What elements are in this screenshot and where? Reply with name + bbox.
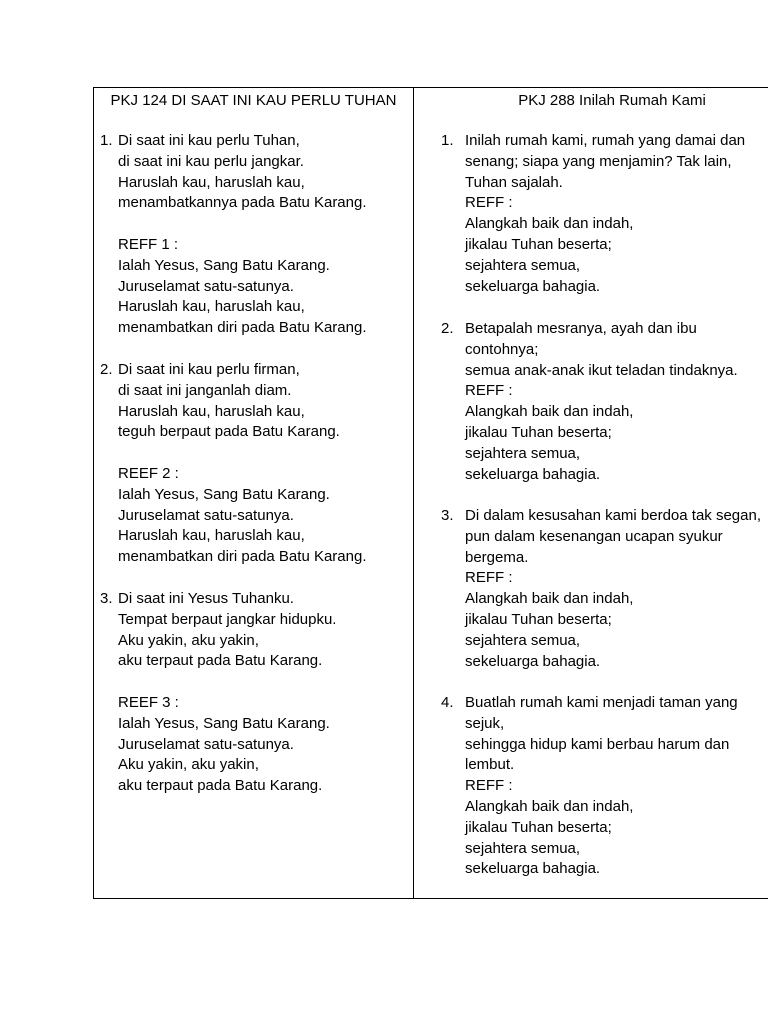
lyric-line: Haruslah kau, haruslah kau, <box>118 527 305 545</box>
lyric-line: sejahtera semua, <box>465 631 581 649</box>
verse-number: 3. <box>100 590 113 607</box>
lyric-line: jikalau Tuhan beserta; <box>465 424 612 441</box>
lyric-line: Juruselamat satu-satunya. <box>118 735 294 753</box>
lyric-line: Betapalah mesranya, ayah dan ibu <box>465 320 697 337</box>
lyric-line: Ialah Yesus, Sang Batu Karang. <box>118 256 330 274</box>
lyric-line: sejahtera semua, <box>465 839 581 857</box>
lyric-line: REFF : <box>465 569 513 587</box>
verse-number: 4. <box>441 694 454 711</box>
lyric-line: REFF : <box>465 382 513 400</box>
lyric-line: sejahtera semua, <box>465 444 581 462</box>
lyric-line: jikalau Tuhan beserta; <box>465 818 612 836</box>
lyric-line: Juruselamat satu-satunya. <box>118 277 294 295</box>
lyric-line: aku terpaut pada Batu Karang. <box>118 652 323 670</box>
lyric-line: REFF : <box>465 194 513 212</box>
song-column-left <box>93 88 414 898</box>
lyric-line: Aku yakin, aku yakin, <box>118 756 259 774</box>
lyric-line: senang; siapa yang menjamin? Tak lain, <box>465 152 732 170</box>
lyric-line: menambatkan diri pada Batu Karang. <box>118 319 367 337</box>
lyric-line: sekeluarga bahagia. <box>465 652 601 670</box>
lyric-line: sehingga hidup kami berbau harum dan <box>465 735 730 753</box>
lyric-line: Ialah Yesus, Sang Batu Karang. <box>118 714 330 732</box>
lyric-line: Juruselamat satu-satunya. <box>118 506 294 524</box>
lyric-line: Haruslah kau, haruslah kau, <box>118 173 305 191</box>
song-title-left: PKJ 124 DI SAAT INI KAU PERLU TUHAN <box>110 92 397 109</box>
lyric-line: Ialah Yesus, Sang Batu Karang. <box>118 485 330 503</box>
lyric-line: contohnya; <box>465 340 539 358</box>
lyric-line: Haruslah kau, haruslah kau, <box>118 402 305 420</box>
verse-number: 3. <box>441 507 454 524</box>
lyric-line: sekeluarga bahagia. <box>465 860 601 878</box>
lyric-line: lembut. <box>465 756 515 774</box>
lyric-line: Di saat ini kau perlu firman, <box>118 361 300 378</box>
lyric-line: Alangkah baik dan indah, <box>465 798 634 815</box>
lyric-line: Alangkah baik dan indah, <box>465 403 634 421</box>
lyric-line: teguh berpaut pada Batu Karang. <box>118 423 340 441</box>
lyric-line: jikalau Tuhan beserta; <box>465 236 612 253</box>
lyric-line: Tempat berpaut jangkar hidupku. <box>118 610 337 628</box>
lyric-line: pun dalam kesenangan ucapan syukur <box>465 527 723 545</box>
lyric-line: Tuhan sajalah. <box>465 173 563 191</box>
verse-number: 2. <box>100 361 113 378</box>
song-title-right: PKJ 288 Inilah Rumah Kami <box>518 92 706 109</box>
verse-number: 1. <box>441 132 454 149</box>
lyric-line: sejuk, <box>465 714 505 732</box>
lyric-line: menambatkannya pada Batu Karang. <box>118 194 367 212</box>
lyric-line: bergema. <box>465 548 529 566</box>
lyric-line: di saat ini kau perlu jangkar. <box>118 152 304 170</box>
lyric-line: Aku yakin, aku yakin, <box>118 631 259 649</box>
lyric-line: aku terpaut pada Batu Karang. <box>118 777 323 795</box>
verse-number: 2. <box>441 320 454 337</box>
lyric-line: Haruslah kau, haruslah kau, <box>118 298 305 316</box>
lyric-line: menambatkan diri pada Batu Karang. <box>118 548 367 566</box>
lyric-line: Di dalam kesusahan kami berdoa tak segan, <box>465 507 762 524</box>
lyric-line: sekeluarga bahagia. <box>465 277 601 295</box>
lyric-line: REEF 2 : <box>118 465 179 482</box>
song-table <box>93 87 768 899</box>
song-column-right <box>412 88 768 898</box>
lyric-line: REEF 3 : <box>118 694 179 711</box>
lyric-line: Buatlah rumah kami menjadi taman yang <box>465 694 738 711</box>
lyric-line: sejahtera semua, <box>465 256 581 274</box>
lyric-line: REFF 1 : <box>118 236 179 253</box>
lyric-line: Di saat ini kau perlu Tuhan, <box>118 132 300 149</box>
lyric-line: REFF : <box>465 777 513 795</box>
lyric-line: jikalau Tuhan beserta; <box>465 611 612 628</box>
lyric-line: Alangkah baik dan indah, <box>465 215 634 233</box>
lyric-line: Inilah rumah kami, rumah yang damai dan <box>465 132 746 149</box>
lyric-line: Alangkah baik dan indah, <box>465 590 634 608</box>
lyric-line: Di saat ini Yesus Tuhanku. <box>118 590 294 607</box>
lyric-line: di saat ini janganlah diam. <box>118 381 292 399</box>
lyric-line: sekeluarga bahagia. <box>465 465 601 483</box>
lyric-line: semua anak-anak ikut teladan tindaknya. <box>465 361 738 379</box>
verse-number: 1. <box>100 132 113 149</box>
